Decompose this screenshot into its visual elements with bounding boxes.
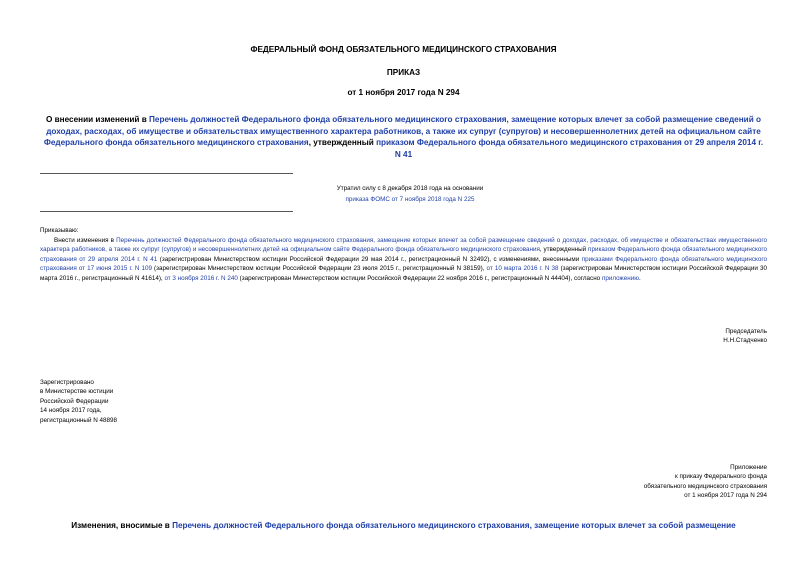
divider-bottom	[40, 211, 293, 212]
changes-link[interactable]: Перечень должностей Федерального фонда обязательного медицинского страхования, замещение которых влечет за собой размещение	[172, 521, 736, 530]
lost-force-note: Утратил силу с 8 декабря 2018 года на основании	[336, 185, 484, 192]
title-link-order[interactable]: приказом Федерального фонда обязательного медицинского страхования от 29 апреля 2014 г. N 41	[376, 138, 764, 159]
changes-heading	[40, 520, 767, 532]
registration-block	[40, 378, 117, 425]
signature-name: Н.Н.Стадченко	[723, 337, 767, 345]
body-text-5: (зарегистрирован Министерством юстиции Российской Федерации 22 ноября 2016 г., регистрационный N 44404), согласно	[237, 274, 602, 282]
body-text-start: Внести изменения в	[54, 237, 117, 244]
registration-line-1: Зарегистрировано	[40, 379, 94, 386]
ordered-label: Приказываю:	[40, 227, 79, 234]
signature-role: Председатель	[725, 328, 767, 335]
body-link-appendix[interactable]: приложению	[601, 274, 639, 282]
appendix-line-2: к приказу Федерального фонда	[675, 473, 767, 481]
body-text-2: (зарегистрирован Министерством юстиции Российской Федерации 29 мая 2014 г., регистрационный N 32492), с изменениями, внесенными	[157, 255, 582, 263]
appendix-line-1: Приложение	[730, 464, 767, 471]
registration-line-2: в Министерстве юстиции	[40, 388, 114, 396]
registration-line-3: Российской Федерации	[40, 397, 109, 405]
body-text-4: (зарегистрирован Министерством юстиции Российской Федерации 30 марта 2016 г., регистрационный N 41614),	[40, 265, 767, 282]
document-date: от 1 ноября 2017 года N 294	[347, 88, 460, 97]
title-mid: , утвержденный	[308, 138, 377, 148]
title-link-list[interactable]: Перечень должностей Федерального фонда обязательного медицинского страхования, замещение которых влечет за собой размещение сведений о доходах, расходах, об имуществе и обязательствах имущественного характера работников, а также их супруг (супругов) и несовершеннолетних детей на официальном сайте Федерального фонда обязательного медицинского страхования	[43, 115, 762, 148]
title-prefix: О внесении изменений в	[45, 115, 150, 124]
appendix-line-3: обязательного медицинского страхования	[643, 482, 767, 490]
changes-prefix: Изменения, вносимые в	[71, 521, 173, 530]
body-link-order-240[interactable]: от 3 ноября 2016 г. N 240	[164, 274, 238, 282]
document-title	[40, 114, 767, 160]
organization-heading: ФЕДЕРАЛЬНЫЙ ФОНД ОБЯЗАТЕЛЬНОГО МЕДИЦИНСКОГО СТРАХОВАНИЯ	[250, 45, 557, 54]
divider-top	[40, 173, 293, 174]
document-kind: ПРИКАЗ	[386, 68, 421, 77]
registration-line-5: регистрационный N 48898	[40, 416, 118, 424]
body-text-1: , утвержденный	[539, 246, 589, 254]
body-link-order-38[interactable]: от 10 марта 2016 г. N 38	[486, 265, 559, 273]
appendix-line-4: от 1 ноября 2017 года N 294	[684, 492, 767, 500]
body-text-3: (зарегистрирован Министерством юстиции Российской Федерации 23 июля 2015 г., регистрационный N 38159),	[151, 265, 487, 273]
body-link-order-41[interactable]: приказом Федерального фонда обязательного медицинского страхования от 29 апреля 2014 г. N 41	[40, 246, 767, 263]
signature-block	[723, 327, 767, 346]
appendix-block	[644, 463, 767, 501]
body-link-list[interactable]: Перечень должностей Федерального фонда обязательного медицинского страхования, замещение которых влечет за собой размещение сведений о доходах, расходах, об имуществе и обязательствах имущественного характера работников, а также их супруг (супругов) и несовершеннолетних детей на официальном сайте Федерального фонда обязательного медицинского страхования	[40, 237, 767, 254]
registration-line-4: 14 ноября 2017 года,	[40, 407, 102, 415]
lost-force-link[interactable]: приказа ФОМС от 7 ноября 2018 года N 225	[345, 196, 475, 203]
body-paragraph	[40, 236, 767, 283]
body-link-order-109[interactable]: приказами Федерального фонда обязательного медицинского страхования от 17 июня 2015 г. N 109	[40, 255, 767, 273]
body-text-6: .	[638, 274, 641, 282]
